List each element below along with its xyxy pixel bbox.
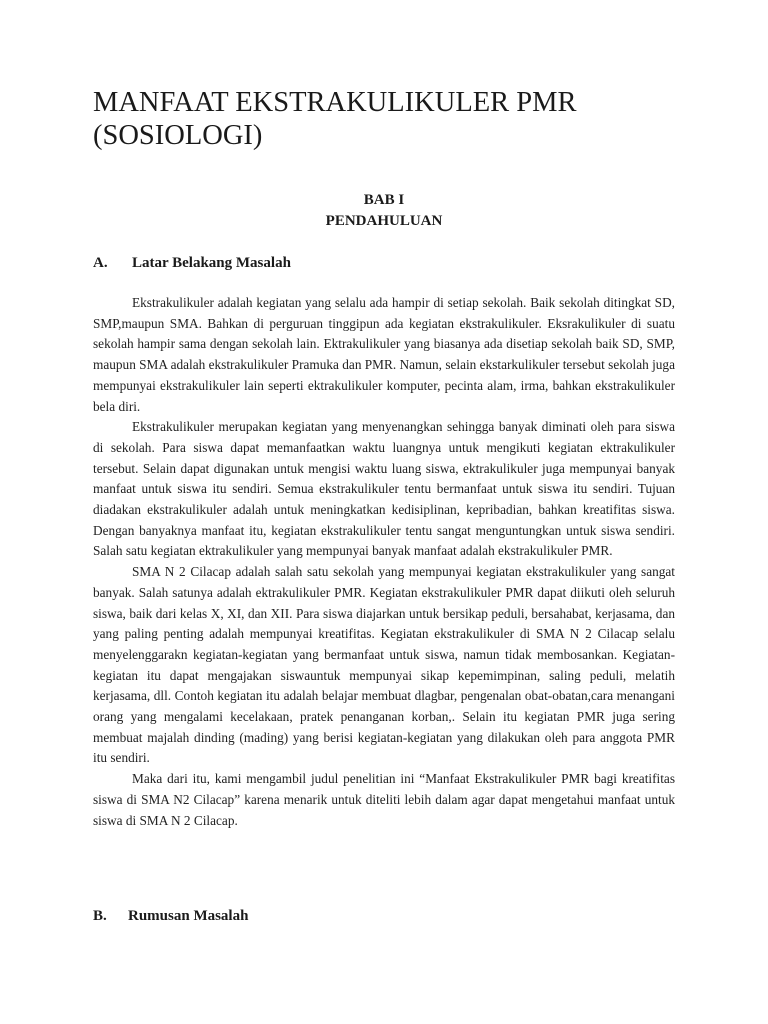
document-title bbox=[93, 86, 693, 152]
paragraph-4: Maka dari itu, kami mengambil judul penelitian ini “Manfaat Ekstrakulikuler PMR bagi kreatifitas siswa di SMA N2 Cilacap” karena menarik untuk diteliti lebih dalam agar dapat mengetahui manfaat untuk siswa di SMA N 2 Cilacap. bbox=[93, 771, 675, 828]
paragraph-1: Ekstrakulikuler adalah kegiatan yang selalu ada hampir di setiap sekolah. Baik sekolah ditingkat SD, SMP,maupun SMA. Bahkan di perguruan tinggipun ada kegiatan ekstrakulikuler. Eksrakulikuler di suatu sekolah hampir sama dengan sekolah lain. Ektrakulikuler yang biasanya ada disetiap sekolah baik SD, SMP, maupun SMA adalah ekstrakulikuler Pramuka dan PMR. Namun, selain ekstarkulikuler tersebut sekolah juga mempunyai ekstrakulikuler lain seperti ektrakulikuler komputer, pecinta alam, irma, bahkan ekstrakulikuler bela diri. bbox=[93, 295, 675, 414]
section-b-letter: B. bbox=[93, 908, 107, 924]
paragraph-2: Ekstrakulikuler merupakan kegiatan yang menyenangkan sehingga banyak diminati oleh para siswa di sekolah. Para siswa dapat memanfaatkan waktu luangnya untuk mengikuti kegiatan ektrakulikuler tersebut. Selain dapat digunakan untuk mengisi waktu luang siswa, ektrakulikuler juga mempunyai banyak manfaat untuk siswa itu sendiri. Semua ekstrakulikuler tentu bermanfaat untuk siswa itu sendiri. Tujuan diadakan ekstrakulikuler adalah untuk meningkatkan kedisiplinan, kepribadian, bahkan kreatifitas siswa. Dengan banyaknya manfaat itu, kegiatan ekstrakulikuler tentu sangat menguntungkan untuk siswa sendiri. Salah satu kegiatan ektrakulikuler yang mempunyai banyak manfaat adalah ekstrakulikuler PMR. bbox=[93, 419, 675, 559]
chapter-number: BAB I bbox=[363, 192, 405, 208]
section-a-heading bbox=[93, 253, 291, 274]
section-b-title: Rumusan Masalah bbox=[128, 908, 249, 924]
chapter-name: PENDAHULUAN bbox=[325, 213, 443, 229]
document-title-line-2: (SOSIOLOGI) bbox=[93, 120, 263, 151]
section-a-body bbox=[93, 293, 675, 831]
paragraph-3: SMA N 2 Cilacap adalah salah satu sekolah yang mempunyai kegiatan ekstrakulikuler yang sangat banyak. Salah satunya adalah ektrakulikuler PMR. Kegiatan ekstrakulikuler PMR dapat diikuti oleh seluruh siswa, baik dari kelas X, XI, dan XII. Para siswa diajarkan untuk bersikap peduli, bersahabat, kerjasama, dan yang paling penting adalah mempunyai kreatifitas. Kegiatan ekstrakulikuler di SMA N 2 Cilacap selalu menyelenggarakn kegiatan-kegiatan yang bermanfaat untuk siswa, namun tidak membosankan. Kegiatan-kegiatan itu dapat mengajakan siswauntuk mempunyai sikap kepemimpinan, saling peduli, melatih kerjasama, dll. Contoh kegiatan itu adalah belajar membuat dlagbar, pengenalan obat-obatan,cara menangani orang yang mengalami kecelakaan, pratek penanganan korban,. Selain itu kegiatan PMR juga sering membuat majalah dinding (mading) yang berisi kegiatan-kegiatan yang dilakukan oleh para anggota PMR itu sendiri. bbox=[93, 564, 675, 766]
document-title-line-1: MANFAAT EKSTRAKULIKULER PMR bbox=[93, 87, 577, 118]
section-a-title: Latar Belakang Masalah bbox=[132, 255, 291, 271]
section-b-heading bbox=[93, 906, 248, 927]
section-a-letter: A. bbox=[93, 255, 108, 271]
